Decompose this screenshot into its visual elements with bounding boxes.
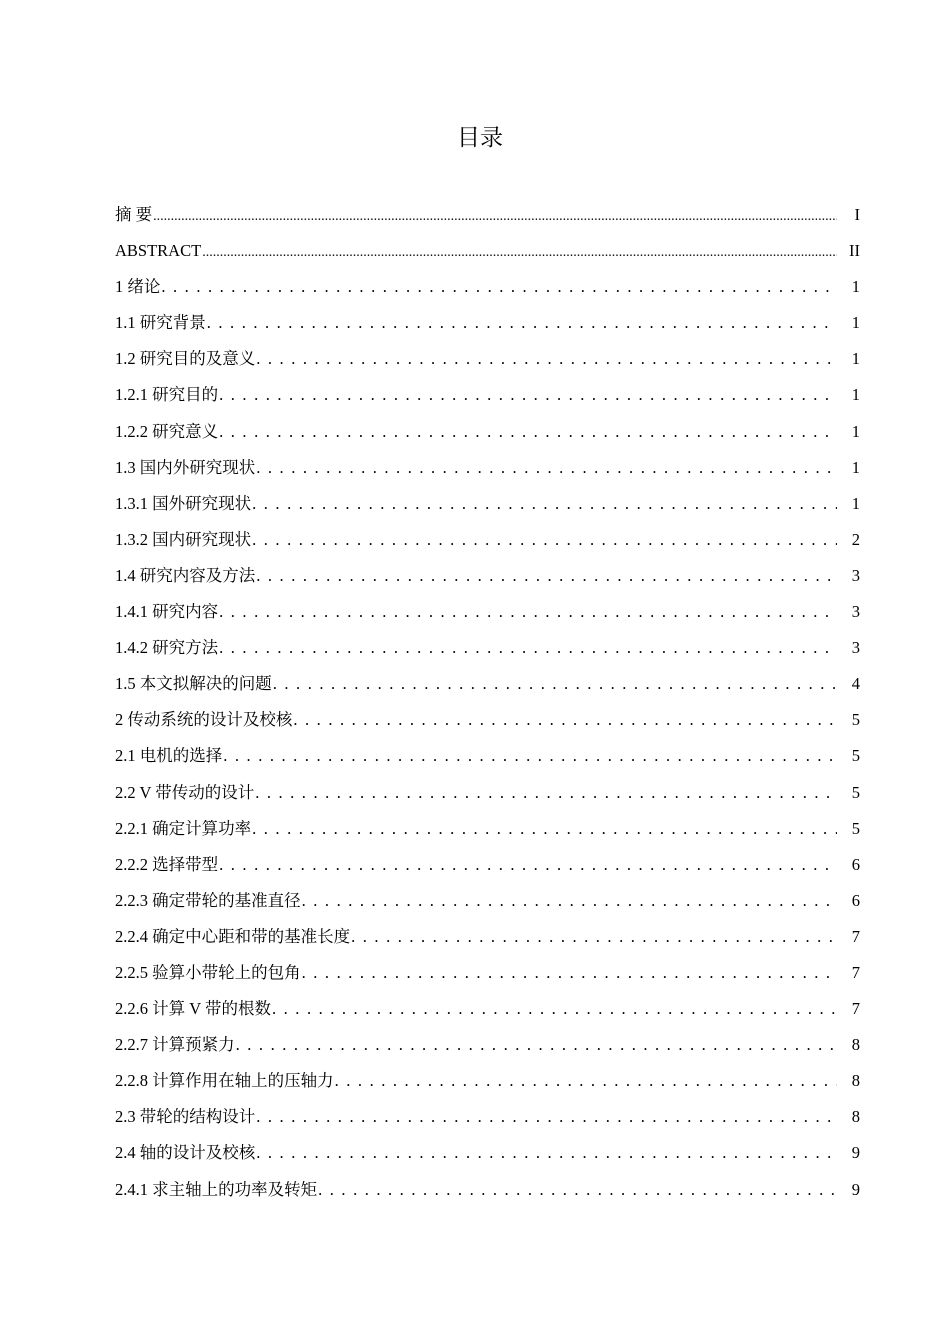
toc-entry-text: 1.2 研究目的及意义: [115, 349, 256, 369]
toc-entry[interactable]: [115, 666, 860, 702]
toc-list: [115, 197, 860, 1208]
toc-page-number: I: [854, 205, 860, 224]
toc-entry-text: 1.2.1 研究目的: [115, 385, 219, 405]
toc-page-number: 8: [851, 1035, 860, 1055]
toc-title: 目录: [457, 125, 503, 151]
toc-entry[interactable]: [115, 991, 860, 1027]
toc-entry[interactable]: [115, 594, 860, 630]
toc-entry-text: 2.2 V 带传动的设计: [115, 782, 255, 802]
toc-dot-leader: [219, 847, 837, 883]
toc-entry[interactable]: [115, 1135, 860, 1171]
toc-entry[interactable]: [115, 450, 860, 486]
toc-page-number: 6: [851, 854, 860, 874]
toc-page-number: 5: [851, 710, 860, 730]
toc-entry-text: 1.4 研究内容及方法: [115, 565, 256, 585]
toc-page-number: 1: [851, 421, 860, 441]
toc-entry[interactable]: [115, 775, 860, 811]
toc-entry[interactable]: [115, 955, 860, 991]
toc-page-number: II: [849, 241, 860, 261]
toc-dot-leader: [255, 775, 837, 811]
toc-page-number: 1: [851, 349, 860, 369]
toc-entry-text: 2.4.1 求主轴上的功率及转矩: [115, 1179, 318, 1199]
toc-page-number: 3: [851, 565, 860, 585]
toc-page-number: 8: [851, 1107, 860, 1127]
toc-dot-leader: [256, 1099, 837, 1135]
toc-page-number: 1: [851, 313, 860, 333]
toc-entry[interactable]: [115, 558, 860, 594]
toc-entry[interactable]: [115, 414, 860, 450]
toc-entry[interactable]: [115, 341, 860, 377]
toc-entry[interactable]: [115, 486, 860, 522]
toc-entry[interactable]: [115, 197, 860, 233]
toc-entry-text: 1.4.1 研究内容: [115, 602, 219, 622]
toc-entry-text: 2 传动系统的设计及校核: [115, 710, 293, 730]
toc-page-number: 1: [851, 493, 860, 513]
toc-page-number: 5: [851, 818, 860, 838]
toc-entry[interactable]: [115, 847, 860, 883]
toc-entry-text: 摘 要: [115, 205, 153, 224]
toc-entry[interactable]: [115, 1172, 860, 1208]
toc-page-number: 9: [851, 1179, 860, 1199]
toc-page-number: 3: [851, 638, 860, 658]
toc-entry[interactable]: [115, 269, 860, 305]
toc-dot-leader: [219, 594, 837, 630]
toc-entry-text: 2.2.7 计算预紧力: [115, 1035, 235, 1055]
toc-dot-leader: [219, 377, 837, 413]
toc-dot-leader: [219, 630, 837, 666]
toc-dot-leader: [161, 269, 837, 305]
toc-entry-text: 1.2.2 研究意义: [115, 421, 219, 441]
toc-entry-text: 1.3.1 国外研究现状: [115, 493, 252, 513]
toc-entry-text: 2.2.5 验算小带轮上的包角: [115, 962, 301, 982]
toc-page-number: 1: [851, 457, 860, 477]
toc-entry-text: 1.4.2 研究方法: [115, 638, 219, 658]
toc-dot-leader: [302, 883, 837, 919]
toc-entry[interactable]: [115, 883, 860, 919]
toc-entry-text: 2.3 带轮的结构设计: [115, 1107, 256, 1127]
toc-entry-text: 2.2.6 计算 V 带的根数: [115, 999, 271, 1019]
toc-entry[interactable]: [115, 1027, 860, 1063]
toc-dot-leader: [302, 955, 837, 991]
toc-entry-text: 1.1 研究背景: [115, 313, 206, 333]
toc-entry-text: 1.3 国内外研究现状: [115, 457, 256, 477]
toc-page-number: 3: [851, 602, 860, 622]
toc-dot-leader: [236, 1027, 837, 1063]
toc-page-number: 7: [851, 962, 860, 982]
toc-dot-leader: [252, 811, 837, 847]
toc-page-number: 7: [851, 999, 860, 1019]
toc-entry-text: 2.2.4 确定中心距和带的基准长度: [115, 926, 351, 946]
toc-entry-text: 2.2.1 确定计算功率: [115, 818, 252, 838]
toc-entry[interactable]: [115, 702, 860, 738]
toc-entry[interactable]: [115, 738, 860, 774]
toc-dot-leader: [252, 522, 837, 558]
toc-page-number: 7: [851, 926, 860, 946]
toc-entry-text: 2.4 轴的设计及校核: [115, 1143, 256, 1163]
toc-dot-leader: [256, 341, 837, 377]
toc-dot-leader: [256, 450, 837, 486]
toc-entry-text: 1 绪论: [115, 277, 161, 297]
toc-dot-leader: [273, 666, 837, 702]
toc-page-number: 2: [851, 529, 860, 549]
toc-entry[interactable]: [115, 522, 860, 558]
toc-entry[interactable]: [115, 630, 860, 666]
toc-entry-text: 2.2.3 确定带轮的基准直径: [115, 890, 301, 910]
toc-dot-leader: [272, 991, 837, 1027]
toc-page-number: 1: [851, 277, 860, 297]
toc-page-number: 8: [851, 1071, 860, 1091]
toc-dot-leader: [223, 738, 837, 774]
toc-entry[interactable]: [115, 811, 860, 847]
toc-entry[interactable]: [115, 1099, 860, 1135]
toc-entry[interactable]: [115, 305, 860, 341]
toc-dot-leader: [219, 414, 837, 450]
toc-dot-leader: [351, 919, 837, 955]
toc-page-number: 5: [851, 782, 860, 802]
toc-page-number: 1: [851, 385, 860, 405]
toc-dot-leader: [293, 702, 837, 738]
toc-dot-leader: [256, 1135, 837, 1171]
toc-page-number: 5: [851, 746, 860, 766]
toc-dot-leader: [207, 305, 837, 341]
toc-dot-leader: [335, 1063, 837, 1099]
toc-entry-text: 2.2.8 计算作用在轴上的压轴力: [115, 1071, 334, 1091]
toc-entry-text: 1.3.2 国内研究现状: [115, 529, 252, 549]
toc-entry-text: 2.1 电机的选择: [115, 746, 223, 766]
toc-dot-leader: [256, 558, 837, 594]
toc-entry[interactable]: [115, 377, 860, 413]
toc-page-number: 9: [851, 1143, 860, 1163]
toc-dot-leader: [202, 235, 837, 271]
toc-entry-text: 2.2.2 选择带型: [115, 854, 219, 874]
toc-page-number: 6: [851, 890, 860, 910]
toc-dot-leader: [153, 199, 837, 235]
toc-dot-leader: [252, 486, 837, 522]
toc-entry[interactable]: [115, 233, 860, 269]
toc-entry[interactable]: [115, 1063, 860, 1099]
toc-dot-leader: [318, 1172, 837, 1208]
toc-entry-text: 1.5 本文拟解决的问题: [115, 674, 272, 694]
toc-entry[interactable]: [115, 919, 860, 955]
toc-entry-text: ABSTRACT: [115, 241, 202, 261]
toc-page-number: 4: [851, 674, 860, 694]
